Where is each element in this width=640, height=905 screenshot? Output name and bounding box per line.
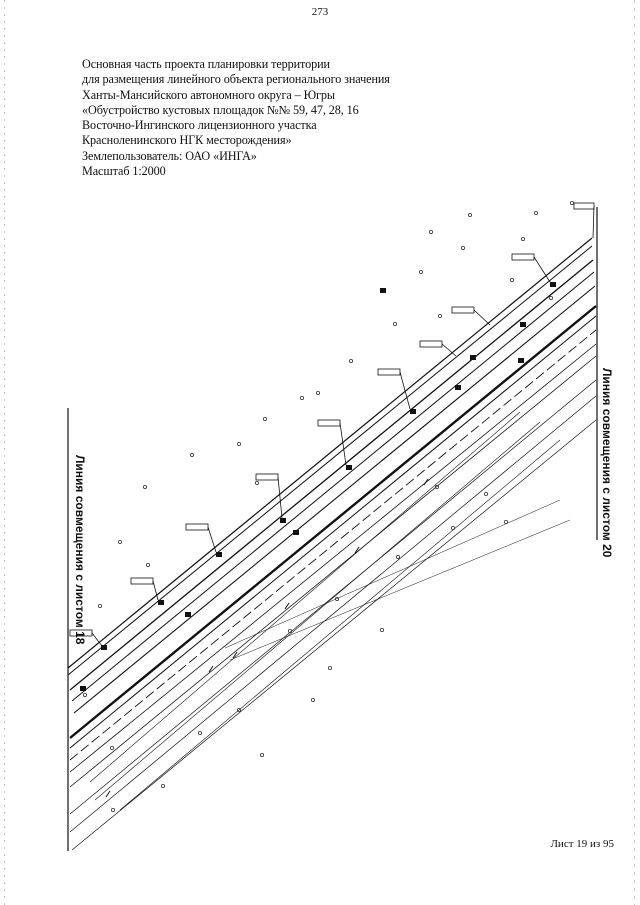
sheet-number: Лист 19 из 95 xyxy=(550,838,614,850)
header-line: Основная часть проекта планировки территории xyxy=(82,57,330,71)
header-line: Красноленинского НГК месторождения» xyxy=(82,133,292,148)
match-line-right-label: Линия совмещения с листом 20 xyxy=(600,368,614,558)
header-line: для размещения линейного объекта регионального значения xyxy=(82,72,390,87)
header-line: Восточно-Ингинского лицензионного участка xyxy=(82,118,317,133)
corridor-lines xyxy=(68,238,596,850)
header-line: «Обустройство кустовых площадок №№ 59, 47, 28, 16 xyxy=(82,102,359,117)
header-line: Ханты-Мансийского автономного округа – Югры xyxy=(82,87,335,102)
header-line: Масштаб 1:2000 xyxy=(82,164,166,179)
match-line-left-label: Линия совмещения с листом 18 xyxy=(73,455,87,645)
page-number: 273 xyxy=(311,6,329,18)
pole-labels xyxy=(70,203,594,646)
survey-points xyxy=(83,201,573,811)
header-line: Землепользователь: ОАО «ИНГА» xyxy=(82,148,257,163)
